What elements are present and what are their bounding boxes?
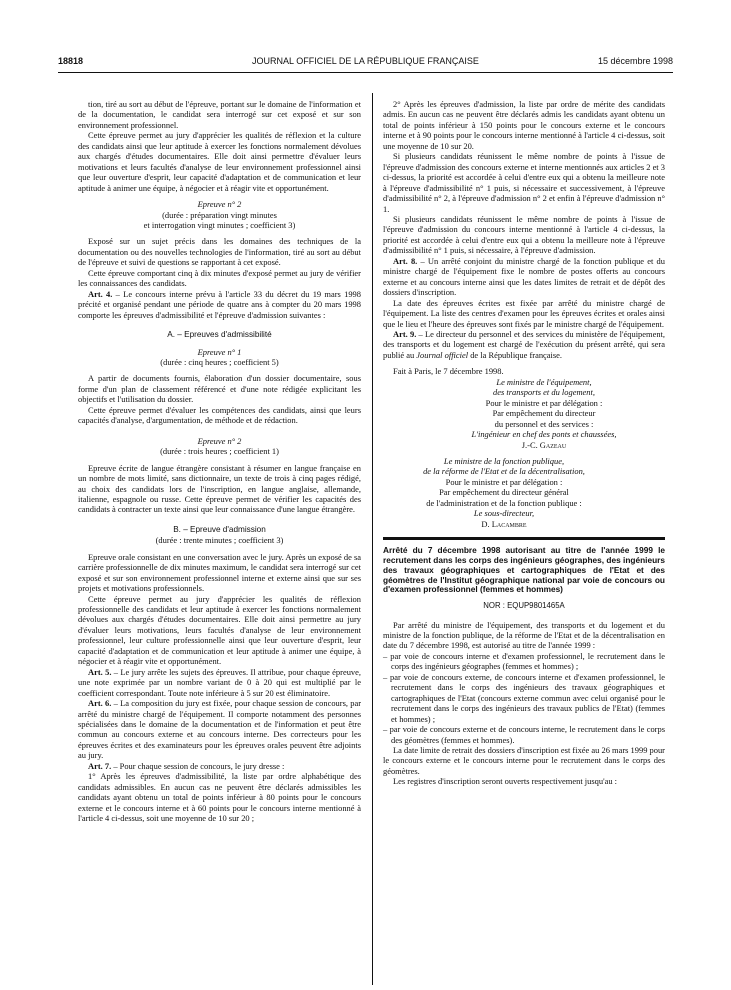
paragraph: La date des épreuves écrites est fixée par arrêté du ministre chargé de l'équipement. La liste des centres d'examen pour les épreuves écrites et orales ainsi que le lieu et l'heure des épreuves sont fixés par le ministre chargé de l'équipement. <box>383 297 665 329</box>
article-label: Art. 5. <box>88 666 112 677</box>
article-8: Art. 8. – Un arrêté conjoint du ministre chargé de la fonction publique et du ministre chargé de l'équipement fixe le nombre de postes offerts au concours externe et au concours interne ainsi que les dates limites de retrait et de dépôt des dossiers d'inscription. <box>383 255 665 298</box>
paragraph: Si plusieurs candidats réunissent le même nombre de points à l'issue de l'épreuve d'admission des concours externe et interne mentionnés aux articles 2 et 3 ci-dessus, la priorité est accordée à celui d'entre eux qui a obtenu la meilleure note à l'épreuve d'admissibilité n° 1 puis, si nécessaire et successivement, à l'épreuve d'admissibilité n° 2, à l'épreuve d'admission n° 2 et enfin à l'épreuve d'admission n° 1. <box>383 151 665 214</box>
epreuve-duration: et interrogation vingt minutes ; coefficient 3) <box>143 219 296 230</box>
paragraph: tion, tiré au sort au début de l'épreuve, portant sur le domaine de l'information et de la documentation, le candidat sera interrogé sur cet exposé et sur son environnement professionnel. <box>78 99 361 130</box>
article-label: Art. 8. <box>393 255 418 266</box>
article-7: Art. 7. – Pour chaque session de concours, le jury dresse : <box>88 760 285 771</box>
list-item: – par voie de concours externe, de concours interne et d'examen professionnel, le recrutement dans le corps des ingénieurs des travaux géographiques et cartographiques de l'Etat (concours externe commun avec celui organisé pour le recrutement dans le corps des ingénieurs des travaux publics de l'Etat) (femmes et hommes) ; <box>383 671 665 724</box>
section-heading-b: B. – Epreuve d'admission <box>173 524 266 534</box>
column-divider <box>372 93 373 985</box>
list-item: – par voie de concours externe et de concours interne, le recrutement dans le corps des géomètres (femmes et hommes). <box>383 724 665 745</box>
nor-reference: NOR : EQUP9801465A <box>483 601 565 611</box>
right-column <box>383 99 665 787</box>
paragraph: Si plusieurs candidats réunissent le même nombre de points à l'issue de l'épreuve d'admission du concours interne mentionné à l'article 4 ci-dessus, la priorité est accordée à celui d'entre eux qui a obtenu la meilleure note à l'épreuve d'admissibilité n° 1 puis, si nécessaire, à l'épreuve d'admission. <box>383 213 665 256</box>
paragraph: 1° Après les épreuves d'admissibilité, la liste par ordre alphabétique des candidats admissibles. En aucun cas ne peuvent être déclarés admissibles les candidats ayant obtenu un total de points inférieur à 80 points pour le concours externe et le concours interne et à 60 points pour le concours interne mentionné à l'article 4 ci-dessus, soit une moyenne de 10 sur 20 ; <box>78 771 361 824</box>
paragraph: Les registres d'inscription seront ouverts respectivement jusqu'au : <box>393 776 618 787</box>
paragraph: Cette épreuve permet au jury d'apprécier les qualités de réflexion et la culture des candidats ainsi que leur aptitude à exercer les fonctions normalement dévolues aux chargés d'études documentaires. Elle doit ainsi permettre d'évaluer leurs motivations et leurs facultés d'analyse de leur environnement professionnel ainsi que leur ouverture d'esprit, leur capacité d'adaptation et de communication et leur aptitude à animer une équipe, à négocier et à réagir vite et opportunément. <box>78 130 361 193</box>
list-item: – par voie de concours interne et d'examen professionnel, le recrutement dans le corps des ingénieurs géographes (femmes et hommes) ; <box>383 650 665 672</box>
paragraph: Epreuve orale consistant en une conversation avec le jury. Après un exposé de sa carrière professionnelle de dix minutes maximum, le candidat sera interrogé sur cet exposé et sur son environnement professionnel interne et externe ainsi que sur ses projets et motivations professionnels. <box>78 551 361 594</box>
issue-date: 15 décembre 1998 <box>597 56 673 66</box>
article-label: Art. 7. <box>88 760 112 771</box>
epreuve-duration: (durée : cinq heures ; coefficient 5) <box>160 356 279 367</box>
paragraph: La date limite de retrait des dossiers d'inscription est fixée au 26 mars 1999 pour le concours externe et le concours interne pour le recrutement dans le corps des géomètres. <box>383 745 665 776</box>
signatory-name: J.-C. Gazeau <box>521 439 567 450</box>
paragraph: A partir de documents fournis, élaboration d'un dossier documentaire, sous forme d'un plan de classement référencé et d'une note rédigée explicitant les objectifs et l'utilisation du dossier. <box>78 373 361 405</box>
paragraph: Cette épreuve permet d'évaluer les compétences des candidats, ainsi que leurs capacités d'analyse, d'argumentation, de méthode et de rédaction. <box>78 404 361 426</box>
signature-block-1: Le ministre de l'équipement, des transports et du logement, Pour le ministre et par délégation : Par empêchement du directeur du personnel et des services : L'ingénieur en chef des ponts et chaussées, J.-C. Gazeau <box>383 377 665 450</box>
page-number: 18818 <box>58 56 84 66</box>
epreuve-title: Epreuve n° 2 <box>197 199 242 210</box>
paragraph: Cette épreuve comportant cinq à dix minutes d'exposé permet au jury de vérifier les connaissances des candidats. <box>78 267 361 289</box>
article-label: Art. 9. <box>393 328 417 339</box>
article-4: Art. 4. – Le concours interne prévu à l'article 33 du décret du 19 mars 1998 précité et organisé pendant une période de quatre ans à compter du 20 mars 1998 comporte les épreuves d'admissibilité et l'épreuve d'admission suivantes : <box>78 288 361 320</box>
epreuve-duration: (durée : préparation vingt minutes <box>162 209 277 220</box>
epreuve-duration: (durée : trois heures ; coefficient 1) <box>160 446 279 457</box>
article-label: Art. 6. <box>88 698 112 709</box>
epreuve-title: Epreuve n° 2 <box>197 435 242 446</box>
page-header <box>58 56 673 70</box>
arrete-title: Arrêté du 7 décembre 1998 autorisant au titre de l'année 1999 le recrutement dans les corps des ingénieurs géographes, des ingénieurs des travaux géographiques et cartographiques de l'Etat et des géomètres de l'Institut géographique national par voie de concours ou d'examen professionnel (femmes et hommes) <box>383 545 665 595</box>
section-heading-a: A. – Epreuves d'admissibilité <box>167 330 272 340</box>
journal-title: JOURNAL OFFICIEL DE LA RÉPUBLIQUE FRANÇAISE <box>252 56 479 66</box>
article-6: Art. 6. – La composition du jury est fixée, pour chaque session de concours, par arrêté du ministre chargé de l'équipement. Il comporte notamment des personnes spécialisées dans le domaine de la documentation et de l'information et peut être commun au concours externe et au concours interne. Des correcteurs pour les épreuves écrites et des examinateurs pour les épreuves orales peuvent être adjoints au jury. <box>78 698 362 761</box>
paragraph: Epreuve écrite de langue étrangère consistant à résumer en langue française en un nombre de mots limité, sans dictionnaire, un texte de trois à cinq pages rédigé, au choix des candidats lors de l'inscription, en langue anglaise, allemande, italienne, espagnole ou russe. Cette épreuve permet de vérifier les capacités des candidats à contracter un texte ainsi que leur connaissance d'une langue étrangère. <box>78 462 361 515</box>
left-column <box>78 99 361 824</box>
article-9: Art. 9. – Le directeur du personnel et des services du ministère de l'équipement, des transports et du logement est chargé de l'exécution du présent arrêté, qui sera publié au Journal officiel de la République française. <box>383 328 665 360</box>
signatory-name: D. Lacambre <box>481 518 527 529</box>
epreuve-duration: (durée : trente minutes ; coefficient 3) <box>155 535 284 546</box>
paragraph: Exposé sur un sujet précis dans les domaines des techniques de la documentation ou des nouvelles technologies de l'information, tiré au sort au début de l'épreuve et suivi de questions se rapportant à cet exposé. <box>78 236 361 268</box>
fait-line: Fait à Paris, le 7 décembre 1998. <box>393 366 504 377</box>
paragraph: Par arrêté du ministre de l'équipement, des transports et du logement et du ministre de la fonction publique, de la réforme de l'Etat et de la décentralisation en date du 7 décembre 1998, est autorisé au titre de l'année 1999 : <box>383 619 665 651</box>
paragraph: Cette épreuve permet au jury d'apprécier les qualités de réflexion professionnelle des candidats et leur aptitude à exercer les fonctions normalement dévolues aux chargés d'études documentaires. Elle doit ainsi permettre au jury d'évaluer leurs motivations, leurs facultés d'analyse de leur environnement professionnel, leur culture professionnelle ainsi que leur ouverture d'esprit, leur capacité d'adaptation et de communication et leur aptitude à animer une équipe, à négocier et à réagir vite et opportunément. <box>78 593 361 667</box>
epreuve-title: Epreuve n° 1 <box>197 346 242 357</box>
header-rule <box>58 72 673 73</box>
signature-block-2: Le ministre de la fonction publique, de la réforme de l'Etat et de la décentralisation, Pour le ministre et par délégation : Par empêchement du directeur général de l'administration et de la fonction publique : Le sous-directeur, D. Lacambre <box>383 456 665 529</box>
article-5: Art. 5. – Le jury arrête les sujets des épreuves. Il attribue, pour chaque épreuve, une note exprimée par un nombre variant de 0 à 20 qui est multiplié par le coefficient correspondant. Toute note inférieure à 5 sur 20 est éliminatoire. <box>78 666 361 698</box>
article-label: Art. 4. <box>88 288 113 299</box>
section-rule <box>383 537 665 540</box>
paragraph: 2° Après les épreuves d'admission, la liste par ordre de mérite des candidats admis. En aucun cas ne peuvent être déclarés admis les candidats ayant obtenu un total de points inférieur à 150 points pour le concours externe et le concours interne et à 90 points pour le concours interne mentionné à l'article 4 ci-dessus, soit une moyenne de 10 sur 20. <box>383 99 665 151</box>
